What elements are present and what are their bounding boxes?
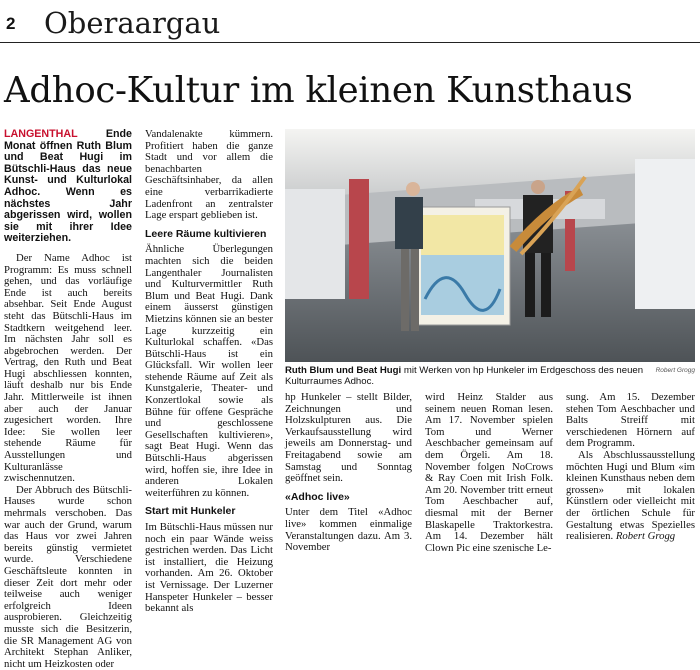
author-byline: Robert Grogg (615, 530, 676, 543)
caption-text: mit Werken von hp Hunkeler im Erdgeschoss des neuen Kulturraumes Adhoc. (285, 365, 644, 387)
column-5 (566, 392, 695, 543)
photo-caption (285, 365, 695, 387)
body-paragraph: wird Heinz Stalder aus seinem neuen Roman lesen. Am 17. November spielen Tom und Werner Aeschbacher gemeinsam auf dem Örgeli. Am 18. November folgen NoCrows & Ray Coen mit Irish Folk. Am 20. November tritt erneut Tom Aeschbacher auf, diesmal mit der Berner Blaskapelle Traktorkestra. Am 14. Dezember hält Clown Pic eine szenische Le- (425, 391, 553, 554)
body-paragraph: Unter dem Titel «Adhoc live» kommen einmalige Veranstaltungen dazu. Am 3. November (285, 506, 412, 554)
caption-names: Ruth Blum und Beat Hugi (285, 365, 402, 376)
page-number: 2 (6, 14, 16, 33)
body-paragraph: Vandalenakte kümmern. Profitiert haben die ganze Stadt und vor allem die benachbarten Geschäftsinhaber, da allen eine verbarrikadierte Ladenfront an zentralster Lage erspart geblieben ist. (145, 128, 273, 222)
article-photo (285, 129, 695, 362)
body-paragraph: Im Bütschli-Haus müssen nur noch ein paar Wände weiss gestrichen werden. Das Licht ist installiert, die Heizung vorhanden. Am 26. Oktober ist Vernissage. Der Luzerner Hanspeter Hunkeler – besser bekannt als (145, 521, 273, 615)
subheading: Start mit Hunkeler (145, 505, 236, 518)
column-2 (145, 129, 273, 615)
headline: Adhoc-Kultur im kleinen Kunsthaus (4, 70, 633, 111)
body-text: Als Abschlussausstellung möchten Hugi und Blum «im kleinen Kunsthaus neben dem grossen» mit lokalen Künstlern oder vielleicht mit der örtlichen Schule für Gestaltung etwas Spezielles realisieren. (566, 448, 695, 543)
column-1 (4, 129, 132, 670)
body-paragraph: Ähnliche Überlegungen machten sich die beiden Langenthaler Journalisten und Kulturvermittler Ruth Blum und Beat Hugi. Dank einem äusserst günstigen Mietzins können sie an bester Lage kurzzeitig ein Kulturlokal schaffen. «Das Bütschli-Haus ist ein Glücksfall. Wir wollen leer stehende Räume auf Zeit als Kunstgalerie, Theater- und Konzertlokal sowie als Bühne für offene Gespräche und geschlossene Gesellschaften kultivieren», sagt Beat Hugi. Wenn das Bütschli-Haus abgerissen wird, hoffen sie, ihre Idee in anderen Lokalen weiterführen zu können. (145, 243, 273, 499)
body-paragraph (566, 450, 695, 543)
lead-text: Ende Monat öffnen Ruth Blum und Beat Hugi im Bütschli-Haus das neue Kunst- und Kulturlokal Adhoc. Wenn es nächstes Jahr abgerissen wird, wollen sie mit ihrer Idee weiterziehen. (4, 128, 132, 245)
column-4 (425, 392, 553, 554)
subheading: «Adhoc live» (285, 490, 350, 503)
body-paragraph: hp Hunkeler – stellt Bilder, Zeichnungen und Holzskulpturen aus. Die Verkaufsausstellung wird jeweils am Donnerstag- und Freitagabend sowie am Samstag und Sonntag geöffnet sein. (285, 391, 412, 485)
body-paragraph: Der Name Adhoc ist Programm: Es muss schnell gehen, und das vorläufige Ende ist auch bereits absehbar. Seit Ende August steht das Bütschli-Haus im Stadtkern weitgehend leer. Im nächsten Jahr soll es abgebrochen werden. Der Vertrag, den Ruth und Beat Hugi abschliessen konnten, läuft deshalb nur bis Ende Jahr. Mittlerweile ist ihnen aber auch der Januar zugesichert worden. Ihre Idee: Sie wollen leer stehende Räume für Ausstellungen und Kulturanlässe zwischennutzen. (4, 251, 132, 485)
body-paragraph: sung. Am 15. Dezember stehen Tom Aeschbacher und Balts Streiff mit verschiedenen Hörnern auf dem Programm. (566, 391, 695, 450)
header-rule (0, 42, 700, 43)
lead-paragraph (4, 129, 132, 245)
subheading: Leere Räume kultivieren (145, 227, 267, 240)
body-paragraph: Der Abbruch des Bütschli-Hauses wurde schon mehrmals verschoben. Das war auch der Grund, warum das Haus vor zwei Jahren bereits günstig vermietet wurde. Verschiedene Geschäftsleute konnten in dieser Zeit dort mehr oder teilweise auch weniger erfolgreich Ideen ausprobieren. Gleichzeitig musste sich die Besitzerin, die SR Management AG von Architekt Stephan Anliker, nicht um Heizkosten oder (4, 483, 132, 670)
photo-credit: Robert Grogg (655, 367, 695, 374)
dateline: LANGENTHAL (4, 128, 78, 140)
column-3 (285, 392, 412, 554)
section-title: Oberaargau (44, 6, 221, 40)
photo-image (285, 129, 695, 362)
